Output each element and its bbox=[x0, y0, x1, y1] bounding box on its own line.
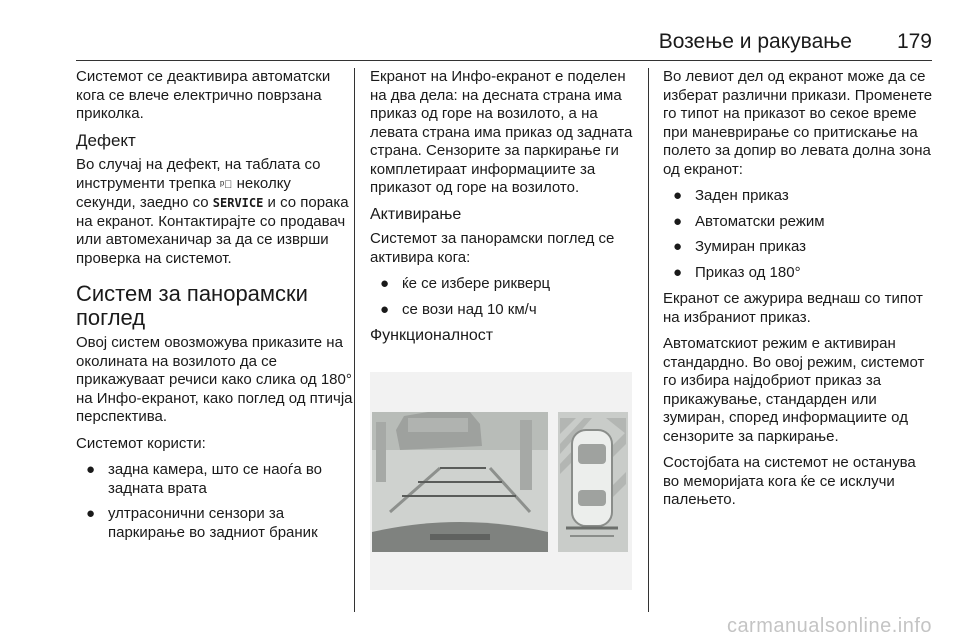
list-item: ● ќе се избере рикверц bbox=[380, 275, 551, 292]
header-rule bbox=[76, 60, 932, 61]
uses-list bbox=[76, 461, 354, 542]
paragraph: Системот се деактивира автоматски кога се влече електрично поврзана приколка. bbox=[76, 68, 331, 122]
paragraph: Екранот на Инфо-екранот е поделен на два дела: на десната страна има приказ од горе на возилото, а на левата страна има приказ од задната страна. Сензорите за паркирање ги комплетираат информациите за приказот од горе на возилото. bbox=[370, 68, 633, 196]
list-item: ● задна камера, што се наоѓа во задната врата bbox=[86, 461, 323, 497]
function-heading: Функционалност bbox=[370, 327, 494, 344]
list-item: ● Приказ од 180° bbox=[673, 263, 801, 281]
bullet-icon: ● bbox=[673, 212, 683, 230]
panoramic-view-drawing bbox=[370, 372, 632, 590]
list-item: ● се вози над 10 км/ч bbox=[380, 300, 537, 318]
paragraph: Во левиот дел од екранот може да се изберат различни прикази. Променете го типот на приказот во секое време при маневрирање со притискање на полето за допир во левата долна зона од екранот: bbox=[663, 68, 933, 178]
bullet-icon: ● bbox=[380, 275, 390, 292]
bullet-icon: ● bbox=[380, 300, 390, 318]
bullet-icon: ● bbox=[673, 187, 683, 204]
view-list bbox=[663, 187, 933, 282]
service-indicator: SERVICE bbox=[212, 196, 264, 210]
bullet-icon: ● bbox=[86, 461, 96, 478]
page-number: 179 bbox=[896, 30, 932, 53]
fault-paragraph: Во случај на дефект, на таблата со инструменти трепка ᵖ⃝ неколку секунди, заедно со SERVICE и со порака на екранот. Контактирајте со продавач или автомеханичар за да се изврши проверка на системот. bbox=[76, 156, 349, 267]
paragraph: Автоматскиот режим е активиран стандардно. Во овој режим, системот го избира најдобриот приказ за прикажување, стандарден или зумиран, според информациите од сензорите за паркирање. bbox=[663, 335, 925, 445]
activation-paragraph: Системот за панорамски поглед се активира кога: bbox=[370, 230, 615, 266]
column-1 bbox=[76, 68, 354, 550]
parking-warning-icon: ᵖ⃝ bbox=[219, 178, 233, 191]
paragraph: Екранот се ажурира веднаш со типот на избраниот приказ. bbox=[663, 290, 923, 326]
activation-heading: Активирање bbox=[370, 205, 462, 223]
header-title: Возење и ракување bbox=[658, 30, 852, 53]
fault-heading: Дефект bbox=[76, 130, 136, 150]
bullet-icon: ● bbox=[86, 505, 96, 522]
rear-camera-view bbox=[372, 412, 548, 552]
list-item: ● Автоматски режим bbox=[673, 212, 825, 230]
panoramic-view-illustration bbox=[370, 372, 632, 590]
page-header bbox=[76, 30, 932, 60]
top-view bbox=[558, 412, 628, 552]
column-3 bbox=[663, 68, 933, 518]
column-2 bbox=[370, 68, 636, 352]
uses-label: Системот користи: bbox=[76, 434, 206, 452]
list-item: ● ултрасонични сензори за паркирање во задниот браник bbox=[86, 505, 318, 541]
list-item: ● Заден приказ bbox=[673, 187, 789, 204]
bullet-icon: ● bbox=[673, 263, 683, 281]
column-divider bbox=[648, 68, 649, 612]
paragraph: Состојбата на системот не останува во меморијата кога ќе се исклучи палењето. bbox=[663, 454, 916, 508]
activation-list bbox=[370, 275, 636, 319]
list-item: ● Зумиран приказ bbox=[673, 238, 807, 255]
section-heading: Систем за панорамски поглед bbox=[76, 281, 308, 330]
bullet-icon: ● bbox=[673, 238, 683, 255]
watermark: carmanualsonline.info bbox=[726, 615, 932, 637]
column-divider bbox=[354, 68, 355, 612]
intro-paragraph: Овој систем овозможува приказите на околината на возилото да се прикажуваат речиси како слика од 180° на Инфо-екранот, како поглед од птичја перспектива. bbox=[76, 334, 353, 425]
